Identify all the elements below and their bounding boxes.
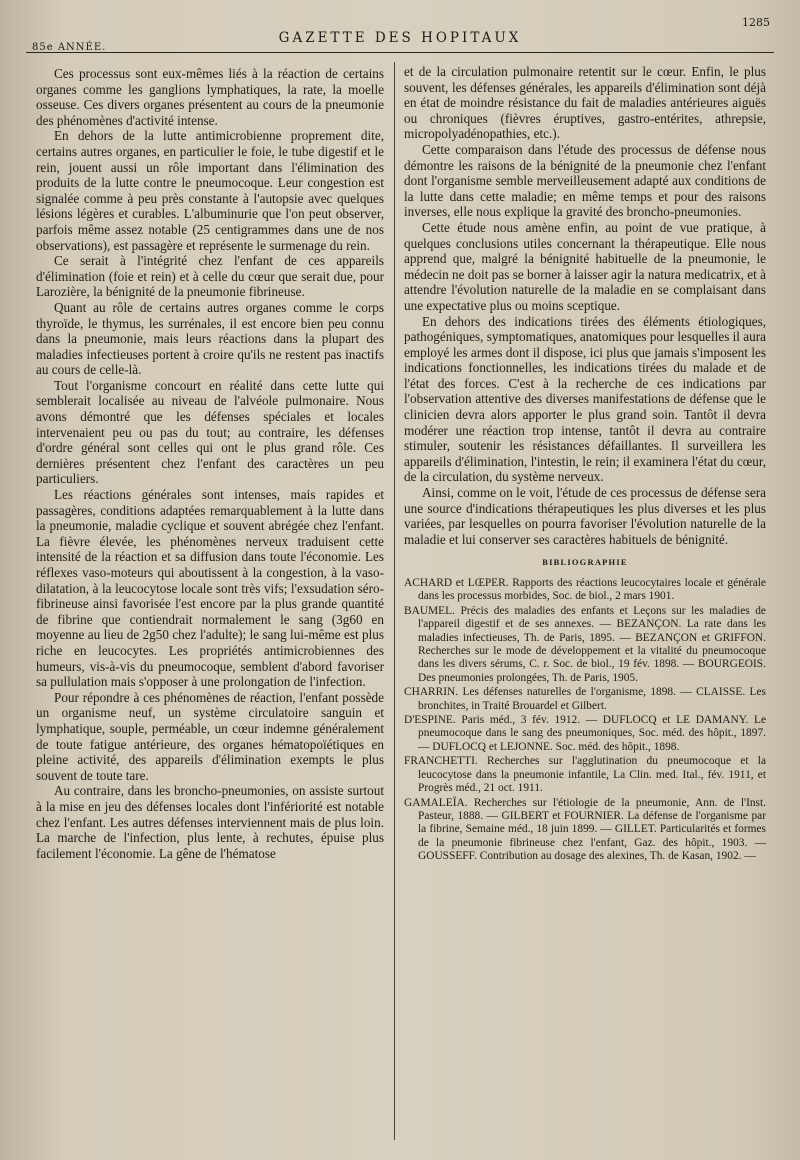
paragraph: Au contraire, dans les broncho-pneumonies, on assiste surtout à la mise en jeu des défenses locales dont l'infériorité est notable chez l'enfant. Les autres défenses interviennent mais de plus loin. La marche de l'infection, plus lente, à rechutes, épuise plus facilement l'économie. La gêne de l'hématose	[36, 783, 384, 861]
paragraph: Ces processus sont eux-mêmes liés à la réaction de certains organes comme les ganglions lymphatiques, la rate, la moelle osseuse. Ces divers organes présentent au cours de la pneumonie des phénomènes d'activité intense.	[36, 66, 384, 128]
page-header	[30, 14, 770, 53]
paragraph: Ce serait à l'intégrité chez l'enfant de ces appareils d'élimination (foie et rein) et à celle du cœur que serait due, pour Larozière, la bénignité de la pneumonie fibrineuse.	[36, 253, 384, 300]
bibliography-entry: BAUMEL. Précis des maladies des enfants et Leçons sur les maladies de l'appareil digestif et de ses annexes. — BEZANÇON. La rate dans les maladies infectieuses, Th. de Paris, 1895. — BEZANÇON et GRIFFON. Recherches sur le mode de développement et la vitalité du pneumocoque dans les divers sérums, C. r. Soc. de biol., 19 fév. 1898. — BOURGEOIS. Des pneumonies prolongées, Th. de Paris, 1905.	[404, 604, 766, 684]
paragraph: En dehors des indications tirées des éléments étiologiques, pathogéniques, symptomatiques, anatomiques pour lesquelles il aura employé les armes dont il dispose, ici plus que jamais s'imposent les indications fonctionnelles, les indications tirées du malade et de l'état des forces. C'est à la recherche de ces indications par l'observation attentive des diverses manifestations de défense que le clinicien devra alors apporter le plus grand soin. Tantôt il devra modérer une réaction trop intense, tantôt il devra au contraire stimuler, soutenir les résistances défaillantes. Il surveillera les appareils d'élimination, l'intestin, le rein; il examinera l'état du cœur, de la circulation, du système nerveux.	[404, 313, 766, 485]
paragraph: Les réactions générales sont intenses, mais rapides et passagères, conditions adaptées remarquablement à la lutte dans la pneumonie, maladie cyclique et souvent abrégée chez l'enfant. La fièvre élevée, les phénomènes nerveux traduisent cette intensité de la réaction et sa diffusion dans toute l'économie. Les réflexes vaso-moteurs qui aboutissent à la congestion, à la vaso-dilatation, à la leucocytose locale sont très vifs; l'exsudation séro-fibrineuse ainsi favorisée l'est encore par la plus grande quantité de fibrine que contiendrait normalement le sang (3g60 en moyenne au lieu de 2g50 chez l'adulte); le sang lui-même est plus riche en leucocytes. Les propriétés antimicrobiennes des humeurs, vis-à-vis du pneumocoque, semblent d'abord favoriser sa pullulation mais s'opposer à une prolongation de l'infection.	[36, 487, 384, 690]
bibliography-entry: FRANCHETTI. Recherches sur l'agglutination du pneumocoque et la leucocytose dans la pneumonie infantile, La Clin. med. Ital., fév. 1911, et Progrès méd., 21 oct. 1911.	[404, 755, 766, 795]
paragraph: Cette étude nous amène enfin, au point de vue pratique, à quelques conclusions utiles concernant la thérapeutique. Elle nous apprend que, malgré la bénignité habituelle de la pneumonie, le médecin ne doit pas se borner à laisser agir la natura medicatrix, et à attendre l'évolution naturelle de la maladie en se complaisant dans une expectative plus ou moins sceptique.	[404, 219, 766, 313]
paragraph: et de la circulation pulmonaire retentit sur le cœur. Enfin, le plus souvent, les défenses générales, les appareils d'élimination sont déjà en état de moindre résistance du fait de maladies antérieures aiguës ou chroniques (fièvres éruptives, gastro-entérites, athrepsie, micropolyadénopathies, etc.).	[404, 64, 766, 142]
paragraph: Pour répondre à ces phénomènes de réaction, l'enfant possède un organisme neuf, un système circulatoire sanguin et lymphatique, souple, perméable, un cœur indemne généralement de toute fatigue antérieure, des organes hématopoïétiques en pleine activité, des appareils d'élimination exempts le plus souvent de toute tare.	[36, 689, 384, 783]
issue-label: 85e ANNÉE.	[32, 42, 107, 53]
paragraph: Ainsi, comme on le voit, l'étude de ces processus de défense sera une source d'indications thérapeutiques les plus diverses et les plus variées, par lesquelles on pourra favoriser l'évolution naturelle de la maladie et lui conserver ses caractères habituels de bénignité.	[404, 485, 766, 547]
left-column	[36, 66, 384, 861]
bibliography-entry: D'ESPINE. Paris méd., 3 fév. 1912. — DUFLOCQ et LE DAMANY. Le pneumocoque dans le sang des pneumoniques, Soc. méd. des hôpit., 1897. — DUFLOCQ et LEJONNE. Soc. méd. des hôpit., 1898.	[404, 714, 766, 753]
right-column	[404, 64, 766, 865]
header-rule	[26, 52, 774, 53]
page-number: 1285	[742, 16, 770, 29]
journal-title: GAZETTE DES HOPITAUX	[278, 30, 522, 46]
bibliography-entry: GAMALEÏA. Recherches sur l'étiologie de la pneumonie, Ann. de l'Inst. Pasteur, 1888. — GILBERT et FOURNIER. La défense de l'organisme par la fibrine, Semaine méd., 18 juin 1899. — GILLET. Particularités et formes de la pneumonie fibrineuse chez l'enfant, Gaz. des hôpit., 1903. — GOUSSEFF. Contribution au dosage des alexines, Th. de Kasan, 1902. —	[404, 796, 766, 863]
bibliography-entry: ACHARD et LŒPER. Rapports des réactions leucocytaires locale et générale dans les processus morbides, Soc. de biol., 2 mars 1901.	[404, 577, 766, 603]
bibliography-heading: BIBLIOGRAPHIE	[542, 557, 628, 568]
bibliography-list	[404, 577, 766, 864]
bibliography-entry: CHARRIN. Les défenses naturelles de l'organisme, 1898. — CLAISSE. Les bronchites, in Traité Brouardel et Gilbert.	[404, 686, 766, 712]
paragraph: En dehors de la lutte antimicrobienne proprement dite, certains autres organes, en particulier le foie, le tube digestif et le rein, jouent aussi un rôle important dans l'élimination des produits de la lutte contre le pneumocoque. Leur congestion est signalée comme à peu près constante à l'autopsie avec quelques lésions légères et curables. L'albuminurie que l'on peut observer, parfois même assez notable (25 centigrammes dans une de nos observations), est passagère et représente le surmenage du rein.	[36, 128, 384, 253]
paragraph: Tout l'organisme concourt en réalité dans cette lutte qui semblerait localisée au niveau de l'alvéole pulmonaire. Nous avons démontré que les défenses spéciales et locales intervenaient peu ou pas du tout; au contraire, les défenses d'ordre général sont celles qui ont le plus grand rôle. Ces dernières présentent chez l'enfant des caractères un peu particuliers.	[36, 377, 384, 487]
paragraph: Quant au rôle de certains autres organes comme le corps thyroïde, le thymus, les surrénales, il est encore bien peu connu dans la pneumonie, mais leurs réactions dans la plupart des maladies infectieuses portent à croire qu'ils ne restent pas inactifs au cours de celle-là.	[36, 299, 384, 378]
column-divider	[394, 62, 395, 1140]
paragraph: Cette comparaison dans l'étude des processus de défense nous démontre les raisons de la bénignité de la pneumonie chez l'enfant dont l'organisme semble merveilleusement adapté aux conditions de la lutte dans cette maladie; en même temps et pour des raisons inverses, elle nous explique la gravité des broncho-pneumonies.	[404, 141, 766, 220]
